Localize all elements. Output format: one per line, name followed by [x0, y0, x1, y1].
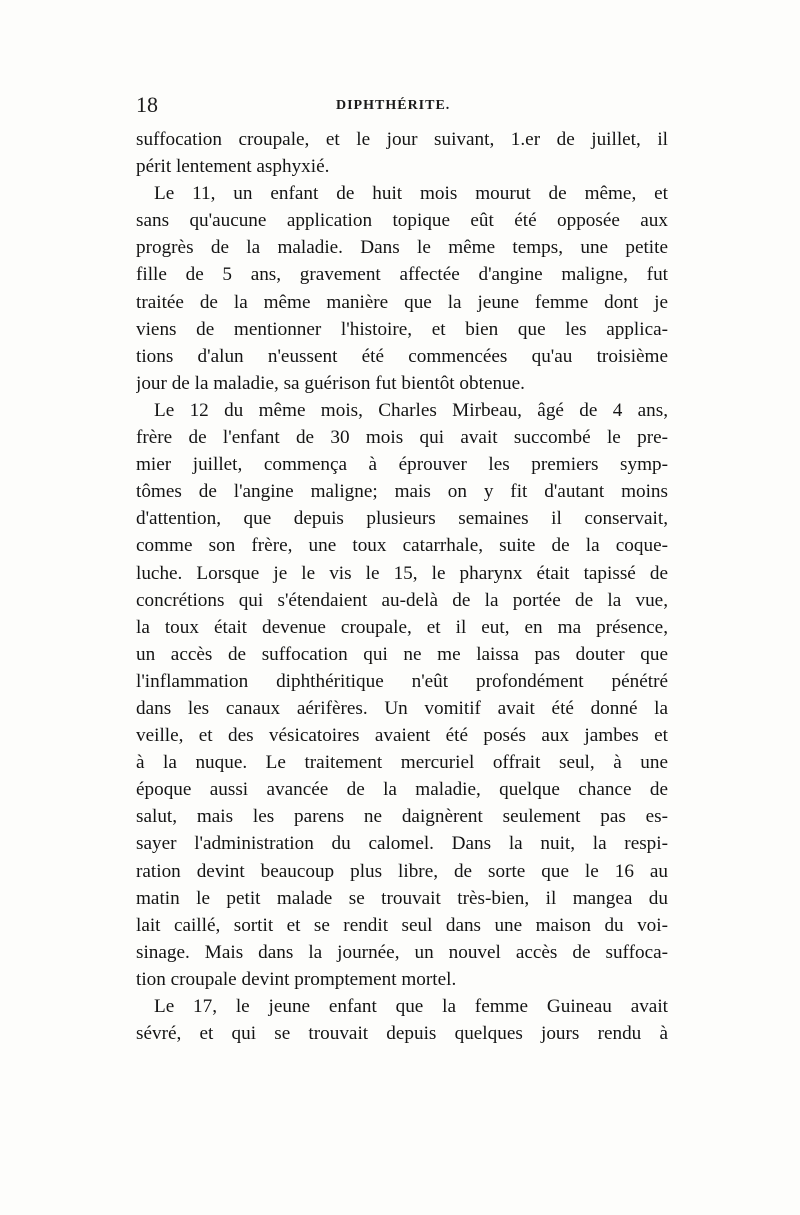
- text-line: périt lentement asphyxié.: [136, 156, 330, 178]
- text-line: Le 17, le jeune enfant que la femme Guineau avait: [154, 996, 668, 1017]
- text-line: la toux était devenue croupale, et il eut, en ma présence,: [136, 616, 668, 638]
- text-line: l'inflammation diphthéritique n'eût profondément pénétré: [136, 670, 668, 692]
- text-line: progrès de la maladie. Dans le même temps, une petite: [136, 237, 668, 259]
- text-line: salut, mais les parens ne daignèrent seulement pas es-: [136, 806, 668, 828]
- text-line: sayer l'administration du calomel. Dans la nuit, la respi-: [136, 833, 668, 855]
- text-line: sévré, et qui se trouvait depuis quelques jours rendu à: [136, 1023, 668, 1045]
- text-line: matin le petit malade se trouvait très-bien, il mangea du: [136, 887, 668, 909]
- text-line: viens de mentionner l'histoire, et bien que les applica-: [136, 318, 668, 340]
- text-line: sans qu'aucune application topique eût été opposée aux: [136, 210, 668, 232]
- text-line: luche. Lorsque je le vis le 15, le pharynx était tapissé de: [136, 562, 668, 584]
- text-line: concrétions qui s'étendaient au-delà de la portée de la vue,: [136, 589, 668, 611]
- text-line: comme son frère, une toux catarrhale, suite de la coque-: [136, 535, 668, 557]
- page-header: [136, 92, 666, 120]
- text-line: Le 12 du même mois, Charles Mirbeau, âgé de 4 ans,: [154, 399, 668, 421]
- text-line: sinage. Mais dans la journée, un nouvel accès de suffoca-: [136, 941, 668, 963]
- text-line: dans les canaux aérifères. Un vomitif avait été donné la: [136, 697, 668, 719]
- text-line: époque aussi avancée de la maladie, quelque chance de: [136, 779, 668, 801]
- text-line: un accès de suffocation qui ne me laissa pas douter que: [136, 643, 668, 665]
- text-line: jour de la maladie, sa guérison fut bientôt obtenue.: [136, 372, 525, 394]
- text-line: traitée de la même manière que la jeune femme dont je: [136, 291, 668, 313]
- text-line: tion croupale devint promptement mortel.: [136, 968, 457, 990]
- text-line: Le 11, un enfant de huit mois mourut de même, et: [154, 183, 668, 205]
- text-line: tômes de l'angine maligne; mais on y fit d'autant moins: [136, 481, 668, 503]
- text-line: lait caillé, sortit et se rendit seul dans une maison du voi-: [136, 914, 668, 936]
- text-line: mier juillet, commença à éprouver les premiers symp-: [136, 454, 668, 476]
- text-line: tions d'alun n'eussent été commencées qu'au troisième: [136, 345, 668, 367]
- text-line: fille de 5 ans, gravement affectée d'angine maligne, fut: [136, 264, 668, 286]
- text-line: ration devint beaucoup plus libre, de sorte que le 16 au: [136, 860, 668, 882]
- text-line: d'attention, que depuis plusieurs semaines il conservait,: [136, 508, 668, 530]
- text-line: à la nuque. Le traitement mercuriel offrait seul, à une: [136, 752, 668, 774]
- running-head: DIPHTHÉRITE.: [336, 98, 451, 113]
- body-text: [136, 126, 668, 1047]
- text-line: suffocation croupale, et le jour suivant, 1.er de juillet, il: [136, 129, 668, 150]
- text-line: veille, et des vésicatoires avaient été posés aux jambes et: [136, 725, 668, 747]
- text-line: frère de l'enfant de 30 mois qui avait succombé le pre-: [136, 427, 668, 449]
- page-number: 18: [136, 92, 158, 117]
